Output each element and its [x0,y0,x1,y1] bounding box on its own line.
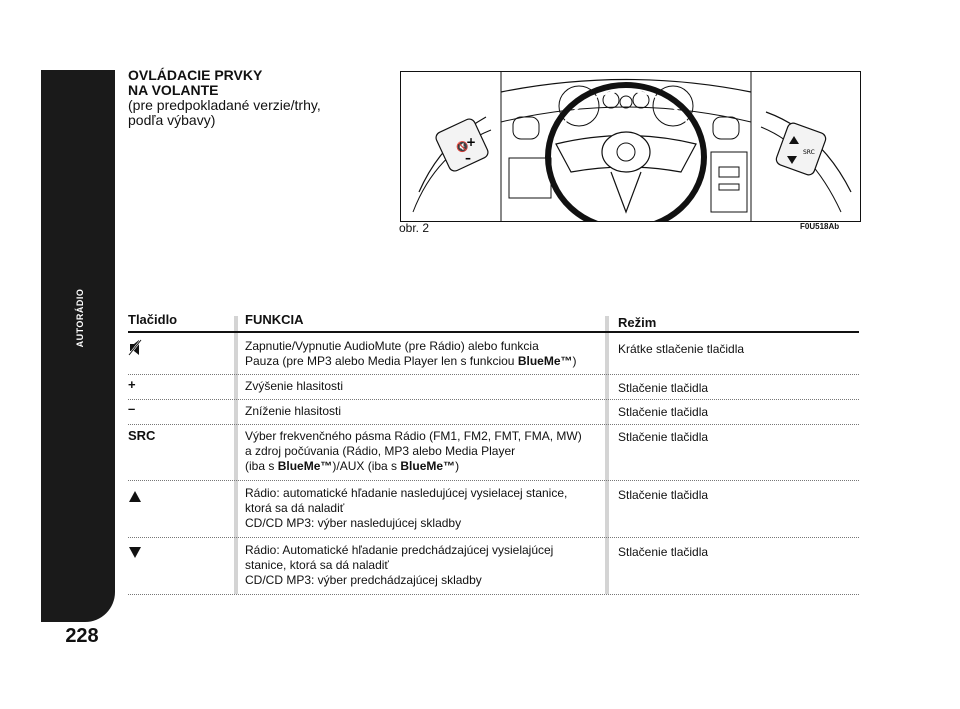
svg-text:–: – [465,151,471,165]
row-4-function-line-1: Výber frekvenčného pásma Rádio (FM1, FM2, FMT, FMA, MW) [245,429,582,443]
row-4-blueme-2: BlueMe™ [400,459,456,473]
row-4-function-line-3c: )/AUX (iba s [332,459,401,473]
row-5-mode: Stlačenie tlačidla [618,488,709,502]
steering-wheel-figure [400,71,861,222]
row-4-button: SRC [128,428,156,443]
row-1-function [245,339,577,369]
down-triangle-icon [129,545,141,563]
row-3-button: – [128,401,136,416]
up-triangle-icon [129,489,141,507]
row-6-mode: Stlačenie tlačidla [618,545,709,559]
row-6-function-line-2: stanice, ktorá sa dá naladiť [245,558,389,572]
row-4-function [245,429,582,474]
row-1-function-line-1: Zapnutie/Vypnutie AudioMute (pre Rádio) alebo funkcia [245,339,539,353]
table-bottom-rule [128,594,859,595]
steering-wheel-illustration [401,72,860,221]
svg-text:SRC: SRC [803,149,815,156]
row-6-function [245,543,553,588]
column-header-function: FUNKCIA [245,312,304,327]
row-3-mode: Stlačenie tlačidla [618,405,709,419]
column-header-button: Tlačidlo [128,312,178,327]
section-title [128,68,321,128]
column-header-mode: Režim [618,315,657,330]
header-rule [128,331,859,333]
column-divider-2 [605,316,609,594]
row-divider [128,480,859,481]
title-line-4: podľa výbavy) [128,112,216,128]
page-number: 228 [65,625,99,647]
row-divider [128,399,859,400]
row-2-mode: Stlačenie tlačidla [618,381,709,395]
row-4-mode: Stlačenie tlačidla [618,430,709,444]
figure-label: obr. 2 [399,221,430,235]
svg-text:+: + [466,135,477,149]
column-divider-1 [234,316,238,594]
row-3-function: Zníženie hlasitosti [245,404,342,418]
row-1-mode: Krátke stlačenie tlačidla [618,342,745,356]
row-6-function-line-3: CD/CD MP3: výber predchádzajúcej skladby [245,573,482,587]
row-2-function: Zvýšenie hlasitosti [245,379,344,393]
row-6-function-line-1: Rádio: Automatické hľadanie predchádzajúcej vysielajúcej [245,543,554,557]
row-divider [128,374,859,375]
row-5-function-line-3: CD/CD MP3: výber nasledujúcej skladby [245,516,462,530]
row-4-function-line-3e: ) [455,459,460,473]
title-line-3: (pre predpokladané verzie/trhy, [128,97,321,113]
chapter-label: AUTORÁDIO [75,288,85,348]
title-line-1: OVLÁDACIE PRVKY [128,67,263,83]
row-1-function-line-2: Pauza (pre MP3 alebo Media Player len s funkciou [245,354,518,368]
row-5-function-line-2: ktorá sa dá naladiť [245,501,345,515]
title-line-2: NA VOLANTE [128,82,219,98]
row-4-function-line-3a: (iba s [245,459,278,473]
row-4-blueme-1: BlueMe™ [277,459,333,473]
row-5-function-line-1: Rádio: automatické hľadanie nasledujúcej vysielacej stanice, [245,486,568,500]
row-divider [128,537,859,538]
mute-icon [128,339,142,361]
row-4-function-line-2: a zdroj počúvania (Rádio, MP3 alebo Media Player [245,444,516,458]
row-2-button: + [128,377,136,392]
row-5-function [245,486,567,531]
row-1-blueme: BlueMe™ [517,354,573,368]
row-divider [128,424,859,425]
figure-code: F0U518Ab [800,222,840,231]
svg-text:🔇: 🔇 [456,142,469,153]
row-1-function-close: ) [572,354,577,368]
